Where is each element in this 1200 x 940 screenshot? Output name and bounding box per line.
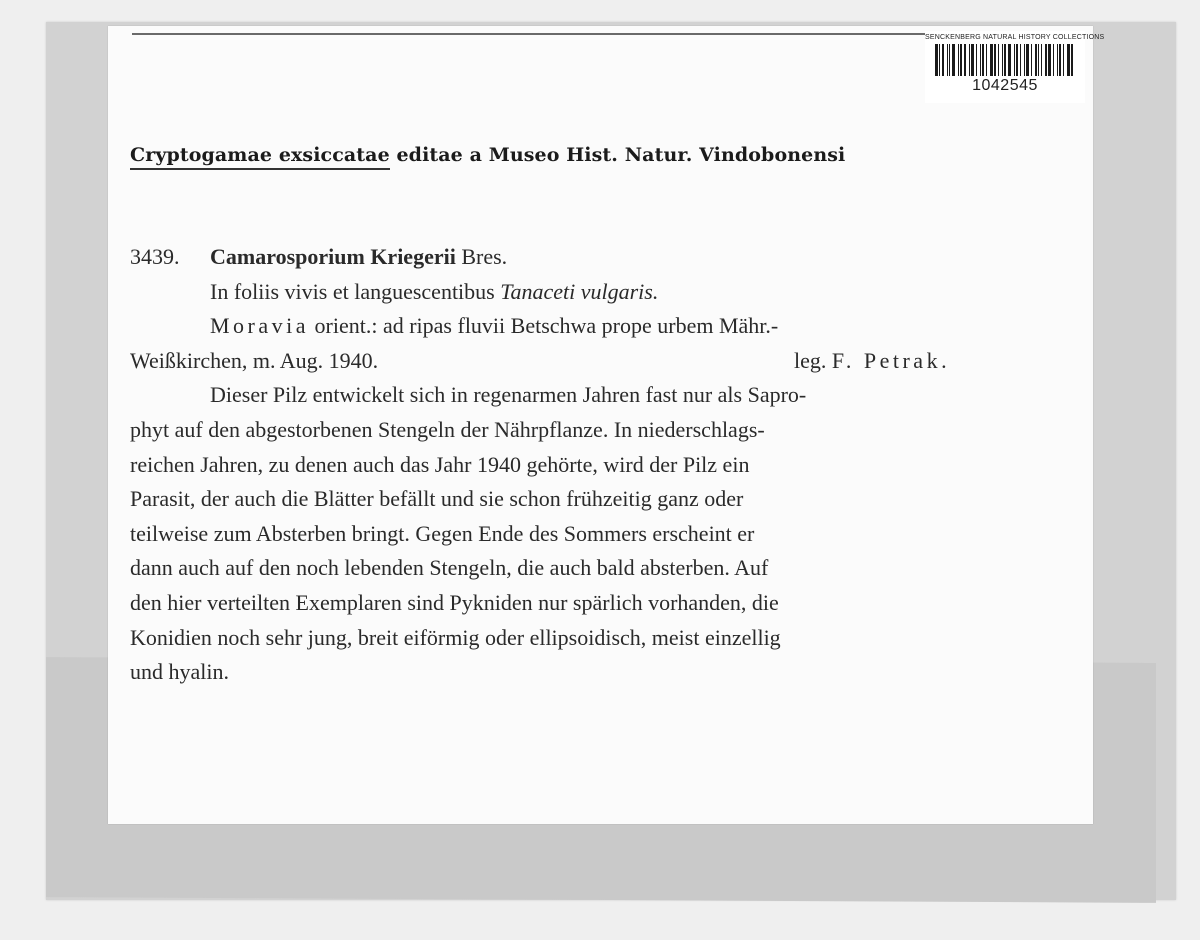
barcode-bar: [1057, 44, 1058, 76]
notes-line: reichen Jahren, zu denen auch das Jahr 1940 gehörte, wird der Pilz ein: [130, 451, 750, 477]
barcode-bar: [1031, 44, 1032, 76]
barcode-bar: [947, 44, 948, 76]
collector: [794, 344, 950, 379]
barcode-bar: [980, 44, 981, 76]
series-title-rest: editae a Museo Hist. Natur. Vindobonensi: [389, 144, 846, 166]
notes-line: dann auch auf den noch lebenden Stengeln, die auch bald absterben. Auf: [130, 555, 769, 581]
locality-line2: Weißkirchen, m. Aug. 1940.: [130, 347, 379, 373]
barcode-bar: [1041, 44, 1042, 76]
series-title: [130, 144, 845, 166]
entry-number: 3439.: [130, 244, 180, 269]
barcode-bar: [1026, 44, 1029, 76]
locality-line-2: [130, 344, 1070, 379]
barcode-bar: [1008, 44, 1011, 76]
barcode-bar: [1038, 44, 1039, 76]
barcode-bar: [1053, 44, 1054, 76]
notes-line: Parasit, der auch die Blätter befällt und sie schon frühzeitig ganz oder: [130, 486, 744, 512]
barcode-bar: [1067, 44, 1070, 76]
barcode-bar: [969, 44, 970, 76]
barcode-bar: [998, 44, 999, 76]
barcode-bar: [1020, 44, 1021, 76]
substrate-prefix: In foliis vivis et languescentibus: [210, 278, 501, 304]
barcode-bar: [1071, 44, 1073, 76]
barcode-bar: [1035, 44, 1037, 76]
barcode-bar: [960, 44, 962, 76]
barcode-bars: [925, 44, 1085, 76]
notes-line: phyt auf den abgestorbenen Stengeln der Nährpflanze. In niederschlags-: [130, 416, 765, 442]
barcode-institution: SENCKENBERG NATURAL HISTORY COLLECTIONS: [925, 34, 1105, 41]
barcode-bar: [935, 44, 938, 76]
locality-line1-rest: orient.: ad ripas fluvii Betschwa prope urbem Mähr.-: [309, 313, 779, 339]
notes-line: teilweise zum Absterben bringt. Gegen Ende des Sommers erscheint er: [130, 520, 755, 546]
barcode-bar: [971, 44, 974, 76]
barcode-label: [925, 31, 1105, 103]
barcode-bar: [1048, 44, 1051, 76]
barcode-bar: [958, 44, 959, 76]
collector-name: F. Petrak.: [831, 347, 951, 373]
notes-line: und hyalin.: [130, 659, 229, 685]
substrate-host: Tanaceti vulgaris.: [500, 278, 659, 304]
barcode-bar: [1024, 44, 1025, 76]
barcode-bar: [1002, 44, 1003, 76]
barcode-bar: [1059, 44, 1061, 76]
barcode-bar: [1045, 44, 1047, 76]
barcode-bar: [1004, 44, 1006, 76]
barcode-bar: [949, 44, 950, 76]
barcode-bar: [994, 44, 996, 76]
barcode-bar: [939, 44, 940, 76]
barcode-bar: [942, 44, 944, 76]
barcode-bar: [1063, 44, 1064, 76]
notes-line: Konidien noch sehr jung, breit eiförmig oder ellipsoidisch, meist einzellig: [130, 624, 781, 650]
series-title-underlined: Cryptogamae exsiccatae: [130, 144, 390, 170]
notes-line: Dieser Pilz entwickelt sich in regenarmen Jahren fast nur als Sapro-: [210, 382, 807, 408]
taxon-line: [130, 240, 1070, 275]
substrate-line: [130, 275, 1070, 310]
barcode-bar: [1016, 44, 1018, 76]
barcode-bar: [964, 44, 966, 76]
locality-region: Moravia: [210, 313, 310, 339]
barcode-bar: [1014, 44, 1015, 76]
barcode-bar: [990, 44, 993, 76]
locality-line-1: [130, 309, 1070, 344]
specimen-label: [108, 26, 1105, 824]
barcode-bar: [986, 44, 987, 76]
barcode-bar: [982, 44, 984, 76]
barcode-bar: [976, 44, 977, 76]
barcode-number: 1042545: [972, 77, 1038, 94]
top-rule: [132, 33, 932, 35]
taxon-name: Camarosporium Kriegerii: [210, 244, 456, 269]
label-body: [130, 240, 1070, 690]
barcode-bar: [952, 44, 955, 76]
collector-prefix: leg.: [794, 347, 832, 373]
taxon-author: Bres.: [455, 244, 508, 269]
notes-line: den hier verteilten Exemplaren sind Pykniden nur spärlich vorhanden, die: [130, 589, 779, 615]
